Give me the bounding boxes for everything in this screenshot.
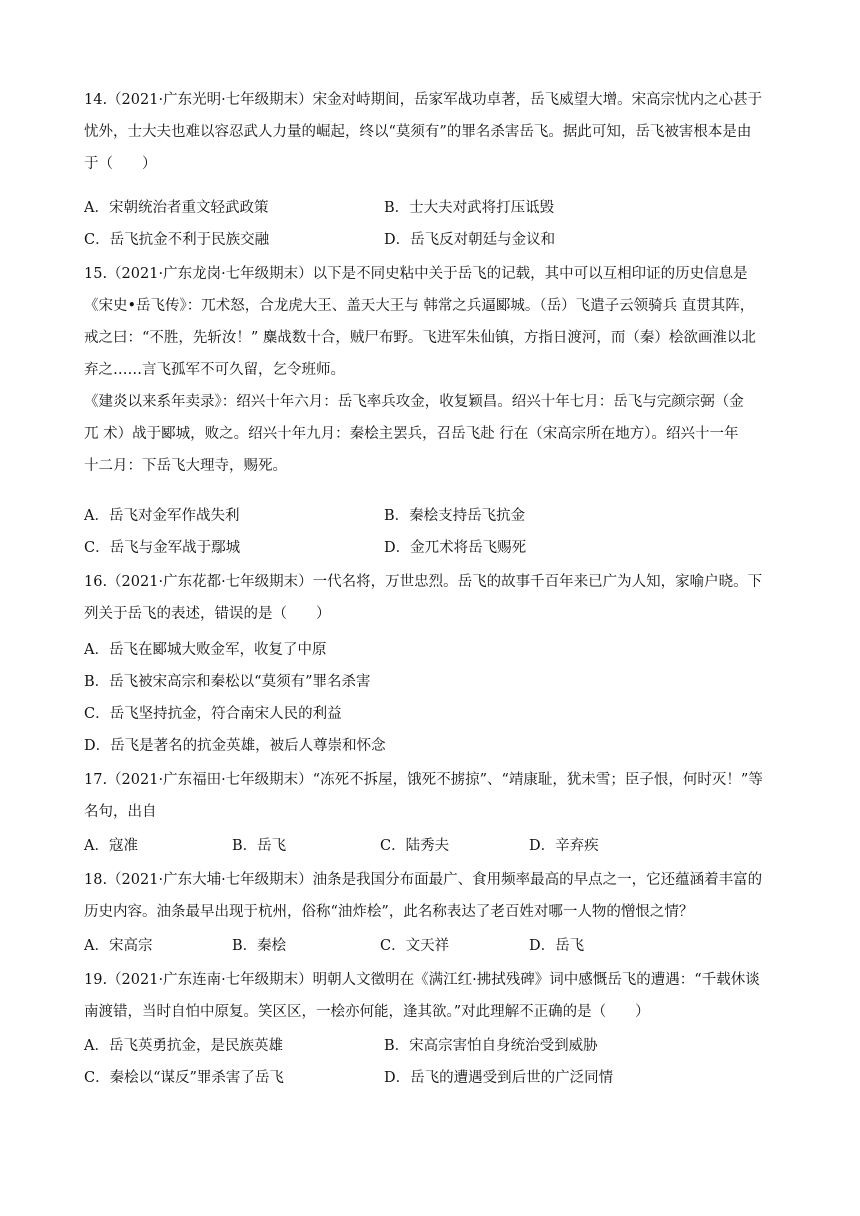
option-d[interactable]: D．岳飞反对朝廷与金议和	[384, 232, 556, 248]
question-15-line-4: 弃之……言飞孤军不可久留，乞令班师。	[84, 362, 345, 378]
question-18-line-1: 18.（2021·广东大埔·七年级期末）油条是我国分布面最广、食用频率最高的早点之一，它还蕴涵着丰富的	[84, 872, 763, 888]
question-16-option-d-row	[84, 730, 784, 762]
question-16-option-b-row	[84, 666, 784, 698]
question-14-line-2: 忧外，士大夫也难以容忍武人力量的崛起，终以“莫须有”的罪名杀害岳飞。据此可知，岳飞被害根本是由	[84, 124, 752, 140]
question-15-options-row-1	[84, 500, 784, 532]
option-a[interactable]: A．岳飞在郾城大败金军，收复了中原	[84, 642, 327, 658]
option-d[interactable]: D．金兀术将岳飞赐死	[384, 540, 527, 556]
option-c[interactable]: C．岳飞抗金不利于民族交融	[84, 232, 270, 248]
question-14-options-row-1	[84, 192, 784, 224]
option-c[interactable]: C．岳飞与金军战于鄢城	[84, 540, 241, 556]
question-16-option-c-row	[84, 698, 784, 730]
question-17-line-2: 名句，出自	[84, 804, 157, 820]
option-d[interactable]: D．岳飞的遭遇受到后世的广泛同情	[384, 1070, 614, 1086]
question-16-option-a-row	[84, 634, 784, 666]
option-b[interactable]: B．宋高宗害怕自身统治受到威胁	[384, 1038, 598, 1054]
option-a[interactable]: A．岳飞英勇抗金，是民族英雄	[84, 1038, 283, 1054]
question-15-line-3: 戒之曰：“不胜，先斩汝！” 麋战数十合，贼尸布野。飞进军朱仙镇，方指日渡河，而（秦）桧欲画淮以北	[84, 330, 756, 346]
option-b[interactable]: B．秦桧支持岳飞抗金	[384, 508, 526, 524]
question-14-line-3: 于（ ）	[84, 156, 157, 172]
question-14	[84, 84, 784, 180]
question-15-line-5: 《建炎以来系年卖录》：绍兴十年六月：岳飞率兵攻金，收复颖昌。绍兴十年七月：岳飞与完颜宗弼（金	[84, 394, 744, 410]
question-15-line-1: 15.（2021·广东龙岗·七年级期末）以下是不同史粘中关于岳飞的记载，其中可以互相印证的历史信息是	[84, 266, 748, 282]
question-18	[84, 864, 784, 928]
question-19	[84, 964, 784, 1028]
option-a[interactable]: A．宋朝统治者重文轻武政策	[84, 200, 269, 216]
question-15-line-6: 兀 术）战于郾城，败之。绍兴十年九月：秦桧主罢兵，召岳飞赴 行在（宋高宗所在地方）。绍兴十一年	[84, 426, 739, 442]
option-c[interactable]: C．秦桧以“谋反”罪杀害了岳飞	[84, 1070, 284, 1086]
option-b[interactable]: B．岳飞	[232, 838, 287, 854]
question-15-options-row-2	[84, 532, 784, 564]
option-d[interactable]: D．岳飞	[529, 938, 585, 954]
option-a[interactable]: A．宋高宗	[84, 938, 153, 954]
question-17-options-row	[84, 830, 784, 862]
question-17	[84, 764, 784, 828]
question-16-line-1: 16.（2021·广东花都·七年级期末）一代名将，万世忠烈。岳飞的故事千百年来已广为人知，家喻户晓。下	[84, 574, 763, 590]
question-15-line-2: 《宋史•岳飞传》：兀术怒，合龙虎大王、盖天大王与 韩常之兵逼郾城。（岳）飞遣子云领骑兵 直贯其阵，	[84, 298, 755, 314]
question-16-line-2: 列关于岳飞的表述，错误的是（ ）	[84, 606, 331, 622]
question-19-line-1: 19.（2021·广东连南·七年级期末）明朝人文徵明在《满江红·拂拭残碑》词中感慨岳飞的遭遇：“千载休谈	[84, 972, 760, 988]
question-19-options-row-2	[84, 1062, 784, 1094]
option-b[interactable]: B．岳飞被宋高宗和秦松以“莫须有”罪名杀害	[84, 674, 371, 690]
question-15-line-7: 十二月：下岳飞大理寺，赐死。	[84, 458, 287, 474]
question-16	[84, 566, 784, 630]
question-17-line-1: 17.（2021·广东福田·七年级期末）“冻死不拆屋，饿死不掳掠”、“靖康耻，犹未雪；臣子恨，何时灭！”等	[84, 772, 763, 788]
option-c[interactable]: C．文天祥	[380, 938, 450, 954]
question-14-line-1: 14.（2021·广东光明·七年级期末）宋金对峙期间，岳家军战功卓著，岳飞威望大增。宋高宗忧内之心甚于	[84, 92, 763, 108]
question-19-line-2: 南渡错，当时自怕中原复。笑区区，一桧亦何能，逢其欲。”对此理解不正确的是（ ）	[84, 1004, 650, 1020]
question-19-options-row-1	[84, 1030, 784, 1062]
option-d[interactable]: D．岳飞是著名的抗金英雄，被后人尊崇和怀念	[84, 738, 386, 754]
option-a[interactable]: A．岳飞对金军作战失利	[84, 508, 240, 524]
question-18-line-2: 历史内容。油条最早出现于杭州，俗称“油炸桧”，此名称表达了老百姓对哪一人物的憎恨之情？	[84, 904, 694, 920]
question-14-options-row-2	[84, 224, 784, 256]
question-18-options-row	[84, 930, 784, 962]
option-a[interactable]: A．寇准	[84, 838, 138, 854]
option-c[interactable]: C．岳飞坚持抗金，符合南宋人民的利益	[84, 706, 342, 722]
question-15	[84, 258, 784, 482]
option-b[interactable]: B．士大夫对武将打压诋毁	[384, 200, 555, 216]
option-b[interactable]: B．秦桧	[232, 938, 287, 954]
option-d[interactable]: D．辛弃疾	[529, 838, 599, 854]
option-c[interactable]: C．陆秀夫	[380, 838, 450, 854]
